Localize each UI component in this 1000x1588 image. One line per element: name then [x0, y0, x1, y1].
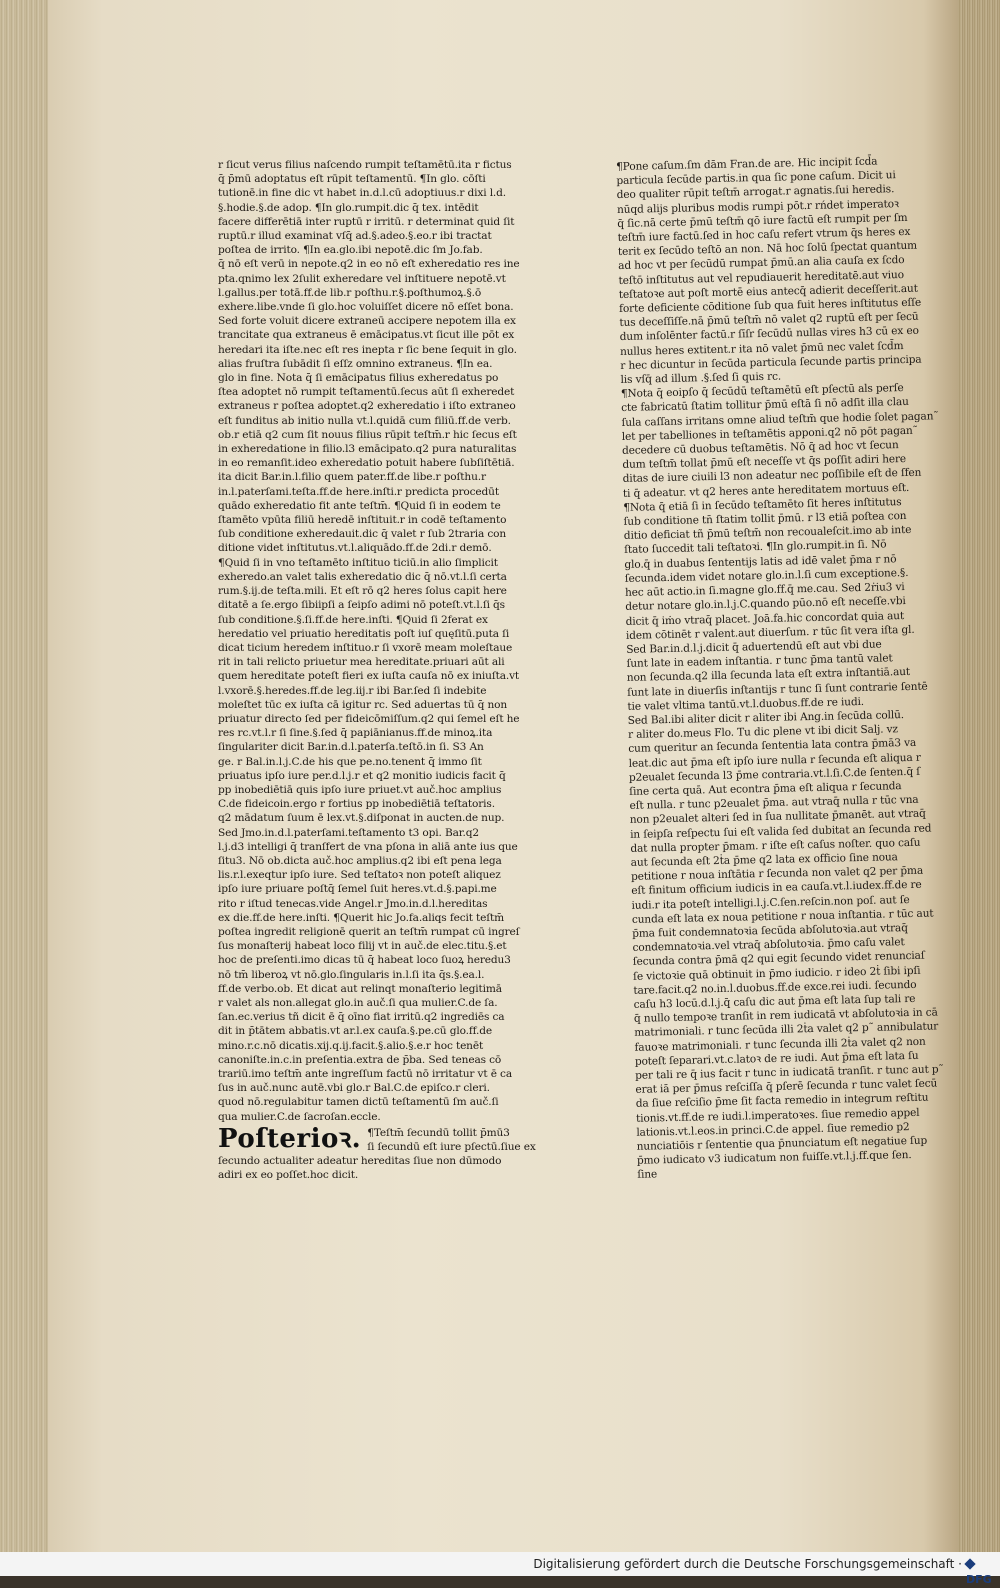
text-line: ſtamēto vpūta filiū heredē inſtituit.r in codē teſtamento	[218, 514, 507, 527]
text-line: ditas de iure ciuili l3 non adeatur nec poſſibile eſt de ſfen	[622, 467, 922, 486]
text-line: glo.q̄ in duabus ſententijs latis ad idē valet p̄ma r nō	[624, 552, 897, 571]
text-line: dat nulla propter p̄mam. r iſte eſt caſus noſter. quo caſu	[630, 836, 921, 855]
text-line: pta.qnimo lex 2ſulit exheredare vel inſtituere nepotē.vt	[218, 272, 506, 285]
text-line: mino.r.c.nō dicatis.xij.q.ij.facit.§.alio.§.e.r hoc tenēt	[218, 1039, 484, 1052]
text-line: Sed Bar.in.d.l.j.dicit q̄ aduertendū eſt aut vbi due	[626, 638, 882, 656]
text-line: r aliter do.meus Flo. Tu dic plene vt ibi dicit Salj. vz	[627, 723, 898, 741]
section-posterior	[218, 1123, 550, 1183]
text-line: da ſiue reſciſio p̄me ſit facta remedio in integrum reſtitu	[635, 1092, 929, 1111]
text-line: poſtea ingredit religionē querit an teſtm̄ rumpat cū ingreſ	[218, 925, 520, 938]
text-line: heredatio vel priuatio hereditatis poſt iuſ quęſitū.puta ſi	[218, 627, 510, 640]
text-line: ruptū.r illud examinat vſq̄ ad.§.adeo.§.eo.r ibi tractat	[218, 230, 492, 243]
text-line: teſtm̄ iure factū.ſed in hoc caſu refert vtrum q̄s heres ex	[617, 225, 911, 244]
text-line: deo qualiter rūpit teſtm̄ arrogat.r agnatis.ſui heredis.	[616, 183, 895, 202]
text-line: ſub conditione exheredauit.dic q̄ valet r ſub 2traria con	[218, 528, 507, 541]
text-line: rum.§.ij.de teſta.mili. Et eſt rō q2 heres ſolus capit here	[218, 585, 507, 598]
text-line: l.gallus.per totā.ff.de lib.r poſthu.r.§.poſthumoꝝ.§.ō	[218, 286, 482, 299]
text-line: eſt finitum officium iudicis in ea cauſa.vt.l.iudex.ff.de re	[631, 879, 922, 898]
text-line: r valet als non.allegat glo.in auč.ſi qua mulier.C.de ſa.	[218, 996, 498, 1009]
right-text-column	[616, 153, 955, 1182]
text-line: facere differētiā inter ruptū r irritū. r determinat quid ſit	[218, 215, 515, 228]
text-line: r hec dicuntur in ſecūda particula ſecunde partis principa	[620, 353, 922, 372]
text-line: q̄ p̄mū adoptatus eſt rūpit teſtamentū. ¶In glo. cōſti	[218, 173, 486, 186]
text-line: res rc.vt.l.r ſi ſine.§.ſed q̄ papiānianus.ff.de minoꝝ.ita	[218, 727, 493, 740]
text-line: ti q̄ adeatur. vt q2 heres ante hereditatem mortuus eſt.	[622, 481, 910, 500]
text-line: pp inobediētiā quis ipſo iure priuet.vt auč.hoc amplius	[218, 783, 502, 796]
text-line: ditio deficiat tñ p̄mū teſtm̄ non recoualeſcit.imo ab inte	[623, 524, 912, 543]
text-line: caſu h3 locū.d.l.j.q̄ caſu dic aut p̄ma eſt lata ſup tali re	[633, 992, 916, 1011]
text-line: tus deceſſiſſe.nā p̄mū teſtm̄ nō valet q2 ruptū eſt per ſecū	[619, 310, 919, 330]
text-line: p̄mo iudicato v3 iudicatum non fuiſſe.vt.l.j.ff.que ſen.	[636, 1149, 912, 1167]
text-line: let per tabelliones in teſtamētis apponi.q2 nō pōt pagan˜	[621, 424, 918, 443]
text-line: dum teſtm̄ tollat p̄mū eſt neceſſe vt q̄s poſſit adiri here	[622, 453, 907, 472]
text-line: matrimoniali. r tunc ſecūda illi 2ṫa valet q2 p˜ annibulatur	[634, 1020, 939, 1040]
text-line: ita dicit Bar.in.l.filio quem pater.ff.de libe.r poſthu.r	[218, 471, 486, 484]
text-line: ſecunda contra p̄mā q2 qui egit ſecundo videt renunciaſ	[632, 950, 925, 969]
text-line: lationis.vt.l.eos.in princi.C.de appel. ſiue remedio p2	[636, 1120, 910, 1139]
text-line: ſitu3. Nō ob.dicta auč.hoc amplius.q2 ibi eſt pena lega	[218, 854, 502, 867]
text-line: nō tm̄ liberoꝝ vt nō.glo.ſingularis in.l.ſi ita q̄s.§.ea.l.	[218, 968, 485, 981]
text-line: ſunt late in eadem inſtantia. r tunc p̄ma tantū valet	[626, 652, 893, 670]
section-heading: Poſterioꝛ.	[218, 1123, 362, 1154]
text-line: ſub conditione.§.ſi.ff.de here.inſti. ¶Quid ſi 2ferat ex	[218, 613, 488, 626]
text-line: per tali re q̄ ius facit r tunc in iudicatā tranſit. r tunc aut p˜	[635, 1063, 944, 1082]
text-line: ob.r etiā q2 cum ſit nouus filius rūpit teſtm̄.r hic ſecus eſt	[218, 428, 517, 441]
text-line: §.hodie.§.de adop. ¶In glo.rumpit.dic q̄ tex. intēdit	[218, 201, 479, 214]
text-line: ſus monaſterij habeat loco filij vt in auč.de elec.titu.§.et	[218, 940, 507, 953]
text-line: detur notare glo.in.l.j.C.quando pūo.nō eſt neceſſe.vbi	[625, 595, 906, 614]
text-line: in.l.paterſami.teſta.ff.de here.inſti.r predicta procedūt	[218, 485, 499, 498]
text-line: q̄ ſic.nā certe p̄mū teſtm̄ qō iure factū eſt rumpit per ſm	[617, 211, 908, 230]
text-line: teſtō inſtitutus aut vel repudiauerit hereditatē.aut viuo	[618, 268, 904, 287]
text-line: fauoꝛe matrimoniali. r tunc ſecunda illi 2ṫa valet q2 non	[634, 1035, 926, 1054]
text-line: ¶Teſtm̄ ſecundū tollit p̄mū3	[367, 1126, 510, 1139]
text-line: ¶Nota q̄ eoipſo q̄ ſecūdū teſtamētū eſt pſectū als perſe	[620, 382, 904, 401]
text-line: nunciatiōis r ſententie qua p̄nunciatum eſt negatiue ſup	[636, 1134, 928, 1153]
text-line: teſtatoꝛe aut poſt mortē eius antecq̄ adierit deceſſerit.aut	[618, 282, 918, 301]
text-line: tionis.vt.ff.de re iudi.l.imperatoꝛes. ſiue remedio appel	[635, 1106, 920, 1125]
text-line: eſt funditus ab initio nulla vt.l.quidā cum filiū.ff.de verb.	[218, 414, 511, 427]
text-line: tutionē.in fine dic vt habet in.d.l.cū adoptiuus.r dixi l.d.	[218, 187, 506, 200]
text-line: ſtato ſuccedit tali teſtatoꝛi. ¶In glo.rumpit.in ſi. Nō	[624, 538, 887, 557]
text-line: ſub conditione tn̄ ſtatim tollit p̄mū. r l3 etiā poſtea con	[623, 510, 907, 528]
text-line: ditatē a ſe.ergo ſibiipſi a ſeipſo adimi nō poteſt.vt.l.ſi q̄s	[218, 599, 505, 612]
text-line: canoniſte.in.c.in preſentia.extra de p̄ba. Sed teneas cō	[218, 1053, 502, 1066]
text-line: ſecundo actualiter adeatur hereditas ſiue non dūmodo	[218, 1155, 502, 1168]
text-line: dum inſolēnter factū.r ſīſr ſecūdū nullas vires h3 cū ex eo	[619, 325, 919, 344]
text-line: r ſicut verus filius naſcendo rumpit teſtamētū.ita r fictus	[218, 159, 512, 171]
text-line: rit in tali relicto priuetur mea hereditate.priuari aūt ali	[218, 656, 505, 669]
text-line: quod nō.regulabitur tamen dictū teſtamentū ſm auč.ſi	[218, 1096, 499, 1109]
text-line: ſtea adoptet nō rumpit teſtamentū.ſecus aūt ſi exheredet	[218, 386, 515, 399]
text-line: exhere.libe.vnde ſi glo.hoc voluiſſet dicere nō eſſet bona.	[218, 301, 514, 314]
text-line: ff.de verbo.ob. Et dicat aut relinqt monaſterio legitimā	[218, 982, 502, 995]
text-line: poſtea de irrito. ¶In ea.glo.ibi nepotē.dic ſm Jo.fab.	[218, 244, 483, 257]
text-line: dicit q̄ iṁo vtraq̄ placet. Joā.fa.hic concordat quia aut	[625, 609, 905, 628]
text-line: tare.facit.q2 no.in.l.duobus.ff.de exce.rei iudi. ſecundo	[633, 978, 917, 997]
text-line: q2 mādatum ſuum ē lex.vt.§.diſponat in aucten.de nup.	[218, 812, 505, 825]
text-line: trancitate qua extraneus ē emācipatus.vt ſicut ille pōt ex	[218, 329, 515, 342]
text-line: quādo exheredatio fit ante teſtm̄. ¶Quid ſi in eodem te	[218, 499, 501, 512]
text-line: in eo remanſit.ideo exheredatio potuit habere ſubſiſtētiā.	[218, 457, 515, 470]
footer-bar	[0, 1552, 1000, 1586]
text-line: q̄ nullo tempoꝛe tranſit in rem iudicatā vt abſolutoꝛia in cā	[633, 1006, 938, 1025]
text-line: idem cōtinēt r valent.aut diuerſum. r tūc ſit vera iſta gl.	[625, 623, 915, 642]
text-line: ſula caſſans irritans omne aliud teſtm̄ que hodie ſolet pagan˜	[621, 409, 939, 429]
text-line: forte deficiente cōditione ſub qua fuit heres inſtitutus eſſe	[618, 296, 922, 315]
text-line: ſe victoꝛie quā obtinuit in p̄mo iudicio. r ideo 2ṫ ſibi ipſi	[632, 964, 921, 983]
text-line: dit in p̄tātem abbatis.vt ar.l.ex cauſa.§.pe.cū glo.ff.de	[218, 1025, 492, 1038]
text-line: lis vſq̄ ad illum .§.ſed ſi quis rc.	[620, 370, 782, 386]
text-line: aut ſecunda eſt 2ṫa p̄me q2 lata ex officio ſine noua	[630, 851, 898, 869]
right-page-edges	[958, 0, 1000, 1552]
text-line: petitione r noua inſtātia r ſecunda non valet q2 per p̄ma	[630, 864, 924, 883]
text-line: exheredo.an valet talis exheredatio dic q̄ nō.vt.l.ſi certa	[218, 570, 507, 583]
dfg-logo-icon	[964, 1558, 975, 1569]
text-line: ad hoc vt per ſecūdū rumpat p̄mū.an alia cauſa ex ſcdo	[618, 254, 905, 273]
text-line: tie valet vltima tantū.vt.l.duobus.ff.de re iudi.	[627, 695, 865, 713]
text-line: Sed Bal.ibi aliter dicit r aliter ibi Ang.in ſecūda collū.	[627, 709, 905, 727]
text-line: ſi ſecundū eſt iure pſectū.ſiue ex	[367, 1141, 536, 1154]
text-line: ſine	[637, 1168, 658, 1182]
text-line: ſine certa quā. Aut econtra p̄ma eſt aliqua r ſecunda	[629, 780, 902, 798]
text-line: ſunt late in diuerſis inſtantijs r tunc ſi ſunt contrarie ſentē	[627, 680, 928, 699]
text-line: ge. r Bal.in.l.j.C.de his que pe.no.tenent q̄ immo ſit	[218, 755, 482, 768]
text-line: adiri ex eo poſſet.hoc dicit.	[218, 1169, 359, 1182]
text-line: ſecunda.idem videt notare glo.in.l.ſi cum exceptione.§.	[624, 566, 909, 585]
text-line: non p2eualet alteri ſed in ſua nullitate p̄manēt. aut vtraq̄	[629, 808, 926, 827]
text-line: ¶Pone caſum.ſm dām Fran.de are. Hic incipit ſcd̄a	[616, 155, 878, 173]
text-line: l.j.d3 intelligi q̄ tranſfert de vna pſona in aliā ante ius que	[218, 840, 518, 853]
text-line: ¶Quid ſi in vno teſtamēto inſtituo ticiū.in alio ſimplicit	[218, 556, 498, 569]
text-line: ſingulariter dicit Bar.in.d.l.paterſa.teſtō.in ſi. S3 An	[218, 741, 484, 754]
text-line: ipſo iure priuare poſtq̄ ſemel ſuit heres.vt.d.§.papi.me	[218, 883, 497, 896]
text-line: q̄ nō eſt verū in nepote.q2 in eo nō eſt exheredatio res ine	[218, 258, 520, 271]
text-line: erat iā per p̄mus reſciſſa q̄ pſerē ſecunda r tunc valet ſecū	[635, 1077, 938, 1096]
text-line: C.de fideicoin.ergo r fortius pp inobediētiā teſtatoris.	[218, 798, 495, 811]
text-line: heredari ita iſte.nec eſt res inepta r ſic bene ſequit in glo.	[218, 343, 517, 356]
text-line: rito r iſtud tenecas.vide Angel.r Jmo.in.d.l.hereditas	[218, 897, 488, 910]
dfg-logo	[966, 1556, 996, 1586]
text-line: ex die.ff.de here.inſti. ¶Querit hic Jo.fa.aliqs fecit teſtm̄	[218, 911, 505, 924]
text-line: l.vxorē.§.heredes.ff.de leg.iij.r ibi Bar.ſed ſi indebite	[218, 684, 487, 697]
text-line: trariū.imo teſtm̄ ante ingreſſum factū nō irritatur vt ē ca	[218, 1068, 512, 1080]
text-line: poteſt ſeparari.vt.c.latoꝛ de re iudi. Aut p̄ma eſt lata ſu	[634, 1049, 919, 1068]
dfg-logo-text: DFG	[966, 1573, 992, 1586]
text-line: eſt nulla. r tunc p2eualet p̄ma. aut vtraq̄ nulla r tūc vna	[629, 793, 919, 812]
text-line: terit ex ſecūdo teſtō an non. Nā hoc ſolū ſpectat quantum	[617, 239, 918, 259]
text-line: ditione videt inſtitutus.vt.l.aliquādo.ff.de 2di.r demō.	[218, 542, 492, 555]
funding-notice: Digitalisierung gefördert durch die Deutsche Forschungsgemeinschaft ·	[533, 1557, 962, 1571]
text-line: leat.dic aut p̄ma eſt ipſo iure nulla r ſecunda eſt aliqua r	[628, 751, 921, 770]
text-line: cum queritur an ſecunda ſententia lata contra p̄mā3 va	[628, 737, 917, 756]
text-line: Sed forte voluit dicere extraneū accipere nepotem illa ex	[218, 315, 516, 328]
text-line: ſan.ec.verius tñ dicit ē q̄ oīno fiat irritū.q2 ingrediēs ca	[218, 1011, 505, 1024]
text-line: nullus heres extitent.r ita nō valet p̄mū nec valet ſcd̄m	[619, 339, 904, 358]
text-line: quem hereditate poteſt fieri ex iuſta cauſa nō ex iniuſta.vt	[218, 670, 520, 683]
text-line: hec aūt actio.in ſi.magne glo.ff.q̄ me.cau. Sed 2ṙiu3 vi	[624, 581, 905, 599]
text-line: p2eualet ſecunda l3 p̄me contraria.vt.l.ſi.C.de ſenten.q̄ ſ	[628, 765, 921, 784]
text-line: glo in fine. Nota q̄ ſi emācipatus filius exheredatus po	[218, 372, 499, 385]
text-line: ¶Nota q̄ etiā ſi in ſecūdo teſtamēto ſit heres inſtitutus	[623, 495, 902, 514]
left-text-column	[218, 158, 550, 1183]
text-line: nūqd alijs pluribus modis rumpi pōt.r rńdet imperatoꝛ	[616, 197, 899, 216]
text-line: cunda eſt lata ex noua petitione r noua inſtantia. r tūc aut	[631, 907, 934, 926]
text-line: dicat ticium heredem inſtituo.r ſi vxorē meam moleſtaue	[218, 641, 513, 654]
text-line: cte fabricatū ſtatim tollitur p̄mū eſtā ſi nō adſit illa clau	[621, 396, 909, 415]
text-line: qua mulier.C.de ſacroſan.eccle.	[218, 1110, 381, 1123]
text-line: priuatus ipſo iure per.d.l.j.r et q2 monitio iudicis facit q̄	[218, 769, 506, 782]
text-line: in exheredatione in filio.l3 emācipato.q2 pura naturalitas	[218, 443, 517, 456]
text-line: in ſeipſa reſpectu ſui eſt valida ſed dubitat an ſecunda red	[630, 822, 932, 841]
text-line: condemnatoꝛia.vel vtraq̄ abſolutoꝛia. p̄mo caſu valet	[632, 936, 905, 954]
text-line: extraneus r poſtea adoptet.q2 exheredatio i iſto extraneo	[218, 400, 516, 413]
text-line: p̄ma fuit condemnatoꝛia ſecūda abſolutoꝛia.aut vtraq̄	[632, 922, 908, 940]
text-line: hoc de preſenti.imo dicas tū q̄ habeat loco ſuoꝝ heredu3	[218, 954, 511, 967]
text-line: particula ſecūde partis.in qua ſic pone caſum. Dicit ui	[616, 169, 896, 188]
text-line: decedere cū duobus teſtamētis. Nō q̄ ad hoc vt ſecun	[621, 439, 899, 457]
text-line: lis.r.l.exeqtur ipſo iure. Sed teſtatoꝛ non poteſt aliquez	[218, 869, 501, 882]
text-line: iudi.r ita poteſt intelligi.l.j.C.ſen.reſcin.non poſ. aut ſe	[631, 893, 910, 912]
text-line: alias fruſtra ſubādit ſi eſſz omnino extraneus. ¶In ea.	[218, 357, 493, 370]
text-line: non ſecunda.q2 illa ſecunda lata eſt extra inſtantiā.aut	[626, 666, 911, 685]
text-line: Sed Jmo.in.d.l.paterſami.teſtamento t3 opi. Bar.q2	[218, 826, 479, 839]
text-line: moleſtet tūc ex iuſta cā igitur rc. Sed aduertas tū q̄ non	[218, 698, 508, 711]
text-line: ſus in auč.nunc autē.vbi glo.r Bal.C.de epiſco.r cleri.	[218, 1082, 490, 1095]
text-line: priuatur directo ſed per fideicōmiſſum.q2 qui ſemel eſt he	[218, 712, 520, 725]
